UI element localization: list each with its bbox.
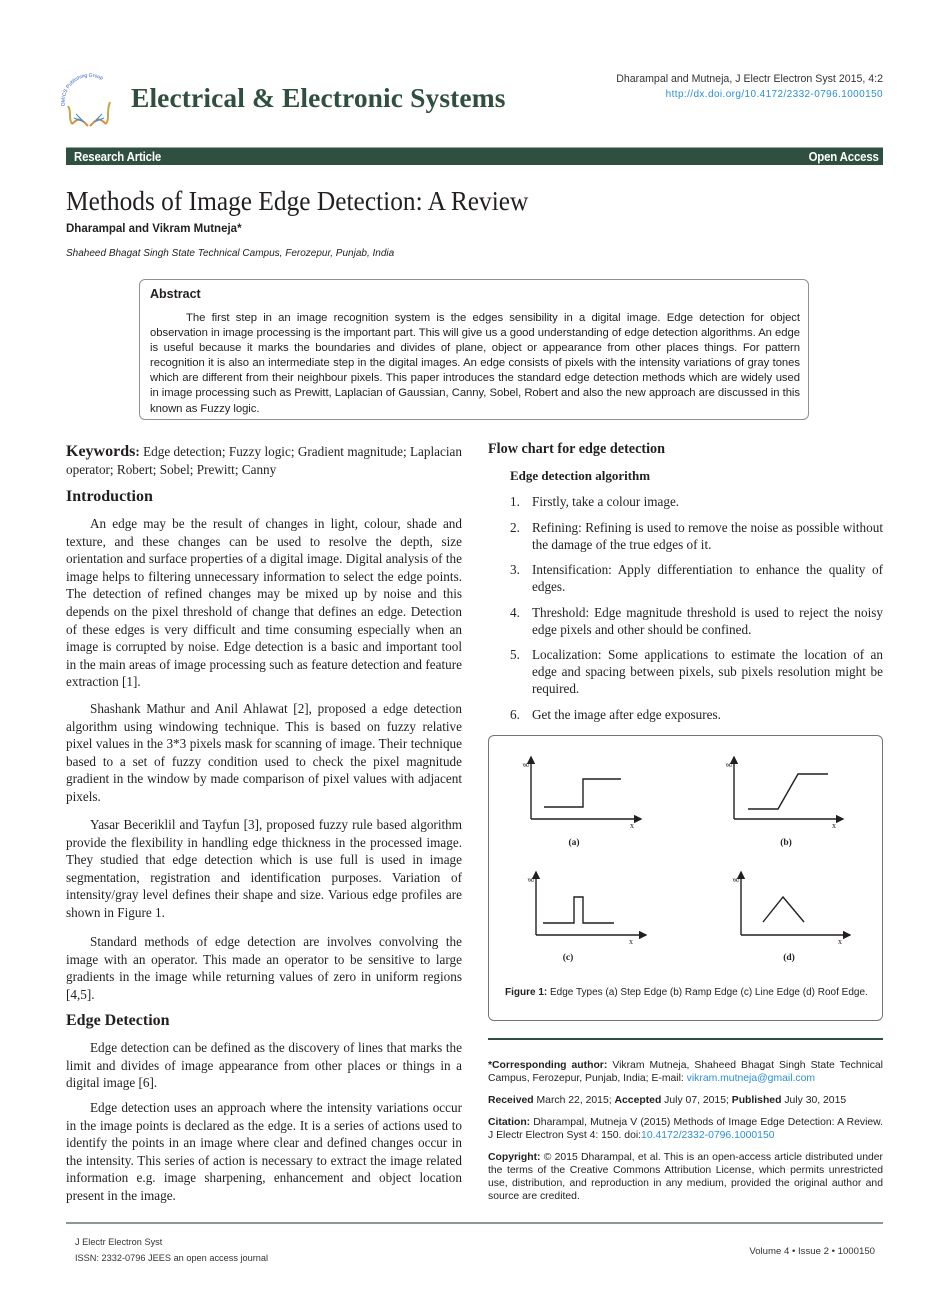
citation bbox=[488, 1116, 883, 1142]
accepted-label: Accepted bbox=[614, 1095, 662, 1106]
publisher-logo bbox=[58, 72, 120, 128]
subsection-heading-algorithm: Edge detection algorithm bbox=[510, 468, 651, 483]
authors: Dharampal and Vikram Mutneja* bbox=[66, 223, 242, 235]
keywords bbox=[66, 443, 462, 478]
section-heading-edge-detection: Edge Detection bbox=[66, 1012, 170, 1029]
article-dates bbox=[488, 1094, 883, 1107]
axis-label-g: g bbox=[730, 878, 739, 882]
abstract-body: The first step in an image recognition system is the edges sensibility in a digital image. Edge detection for object observation in image processing is the important part. This will give us a good understanding of edge detection algorithms. An edge is useful because it marks the boundaries and divides of plane, object or appearance from other places things. For pattern recognition it is also an intermediate step in the digital images. An edge consists of pixels with the intensity variations of gray tones which are different from their neighbour pixels. This paper introduces the standard edge detection methods which are widely used in image processing such as Prewitt, Laplacian of Gaussian, Canny, Sobel, Robert and also the new approach are discussed in this known as Fuzzy logic. bbox=[150, 312, 800, 415]
panel-label-c: (c) bbox=[562, 953, 574, 963]
corresponding-author-text: Vikram Mutneja, Shaheed Bhagat Singh State Technical Campus, Ferozepur, Punjab, India; E-mail: bbox=[488, 1060, 883, 1084]
step-text: Intensification: Apply differentiation to enhance the quality of edges. bbox=[532, 562, 883, 594]
corresponding-author-label: *Corresponding author: bbox=[488, 1060, 608, 1071]
section-heading-introduction: Introduction bbox=[66, 488, 153, 505]
step-text: Localization: Some applications to estimate the location of an edge and spacing between pixels, sub pixels resolution might be required. bbox=[532, 647, 883, 696]
axis-label-x: x bbox=[838, 937, 842, 946]
paragraph: Shashank Mathur and Anil Ahlawat [2], proposed a edge detection algorithm using windowing technique. This is based on fuzzy relative pixel values in the 3*3 pixels mask for scanning of image. Their technique based to a set of fuzzy condition used to check the pixel magnitude gradient in the window by made comparison of pixel values with adjacent pixels. bbox=[66, 701, 462, 804]
list-item bbox=[510, 519, 883, 553]
axis-label-x: x bbox=[832, 821, 836, 830]
paragraph: Standard methods of edge detection are involves convolving the image with an operator. This made an operator to be sensitive to large gradients in the image while returning values of zero in uniform regions [4,5]. bbox=[66, 934, 462, 1002]
step-number: 1. bbox=[510, 494, 520, 509]
list-item bbox=[510, 493, 883, 510]
keywords-text: Edge detection; Fuzzy logic; Gradient magnitude; Laplacian operator; Robert; Sobel; Prewitt; Canny bbox=[66, 444, 462, 477]
article-type-banner bbox=[66, 147, 883, 165]
axis-label-x: x bbox=[630, 821, 634, 830]
step-text: Threshold: Edge magnitude threshold is used to reject the noisy edge pixels and other should be confined. bbox=[532, 604, 883, 637]
footer-issn: ISSN: 2332-0796 JEES an open access journal bbox=[75, 1253, 269, 1263]
ramp-edge-plot bbox=[734, 757, 843, 819]
svg-text:OMICS Publishing Group bbox=[61, 73, 105, 107]
journal-title: Electrical & Electronic Systems bbox=[131, 82, 506, 113]
copyright-text: © 2015 Dharampal, et al. This is an open-access article distributed under the terms of the Creative Commons Attribution License, which permits unrestricted use, distribution, and reproduction in any medium, provided the original author and source are credited. bbox=[488, 1152, 883, 1202]
footer-divider bbox=[66, 1222, 883, 1224]
line-edge-plot bbox=[536, 872, 646, 935]
figure-caption-label: Figure 1: bbox=[505, 987, 548, 998]
panel-label-d: (d) bbox=[783, 953, 795, 963]
citation-doi-link[interactable]: 10.4172/2332-0796.1000150 bbox=[641, 1130, 775, 1141]
roof-edge-plot bbox=[741, 872, 850, 935]
list-item bbox=[510, 561, 883, 595]
step-number: 5. bbox=[510, 647, 520, 662]
copyright-label: Copyright: bbox=[488, 1152, 541, 1163]
figure-1 bbox=[488, 735, 883, 1021]
axis-label-g: g bbox=[723, 763, 732, 767]
logo-text: OMICS Publishing Group bbox=[60, 72, 104, 107]
paragraph: Yasar Beceriklil and Tayfun [3], proposed fuzzy rule based algorithm provide the flexibility in handling edge thickness in the processed image. They studied that edge detection which is use full is used in image segmentation, registration and identification purposes. Variation of intensity/gray level defines their shape and size. Various edge profiles are shown in Figure 1. bbox=[66, 817, 462, 920]
keywords-separator: : bbox=[135, 444, 144, 459]
figure-caption-text: Edge Types (a) Step Edge (b) Ramp Edge (c) Line Edge (d) Roof Edge. bbox=[547, 987, 868, 998]
paragraph: Edge detection can be defined as the discovery of lines that marks the limit and divides of image appearance from other places or things in a digital image [6]. bbox=[66, 1040, 462, 1091]
copyright bbox=[488, 1151, 883, 1203]
panel-label-b: (b) bbox=[780, 838, 792, 848]
article-title: Methods of Image Edge Detection: A Review bbox=[66, 186, 529, 216]
panel-label-a: (a) bbox=[568, 838, 580, 848]
axis-label-x: x bbox=[629, 937, 633, 946]
keywords-label: Keywords bbox=[66, 443, 136, 460]
author-email-link[interactable]: vikram.mutneja@gmail.com bbox=[686, 1073, 816, 1084]
list-item bbox=[510, 646, 883, 697]
paragraph: Edge detection uses an approach where the intensity variations occur in the image points is declared as the edge. It is a series of actions used to identify the points in an image where clear and defined changes occur in the intensity. This series of action is necessary to extract the image related information e.g. image sharpening, enhancement and object location present in the image. bbox=[66, 1100, 462, 1203]
article-type-label: Research Article bbox=[74, 149, 162, 164]
axis-label-g: g bbox=[525, 878, 534, 882]
open-access-label: Open Access bbox=[808, 149, 879, 164]
axis-label-g: g bbox=[520, 763, 529, 767]
abstract-box bbox=[139, 279, 809, 420]
footer-volume: Volume 4 • Issue 2 • 1000150 bbox=[749, 1246, 875, 1257]
corresponding-author bbox=[488, 1059, 883, 1085]
step-number: 6. bbox=[510, 706, 520, 722]
dna-logo-icon bbox=[58, 72, 120, 128]
step-edge-plot bbox=[531, 757, 641, 819]
step-number: 2. bbox=[510, 519, 520, 535]
published-date: July 30, 2015 bbox=[781, 1095, 847, 1106]
figure-caption bbox=[505, 987, 870, 1000]
divider bbox=[488, 1038, 883, 1040]
step-text: Get the image after edge exposures. bbox=[532, 706, 721, 722]
step-text: Firstly, take a colour image. bbox=[532, 494, 680, 509]
step-number: 3. bbox=[510, 562, 520, 577]
header-citation: Dharampal and Mutneja, J Electr Electron Syst 2015, 4:2 bbox=[616, 73, 883, 85]
list-item bbox=[510, 604, 883, 638]
footer-journal: J Electr Electron Syst bbox=[75, 1237, 163, 1247]
step-number: 4. bbox=[510, 604, 520, 620]
edge-types-diagram bbox=[489, 736, 884, 986]
received-date: March 22, 2015; bbox=[533, 1095, 615, 1106]
list-item bbox=[510, 706, 883, 723]
step-text: Refining: Refining is used to remove the noise as possible without the damage of the true edges of it. bbox=[532, 519, 883, 552]
received-label: Received bbox=[488, 1095, 534, 1106]
header-doi-link[interactable]: http://dx.doi.org/10.4172/2332-0796.1000150 bbox=[665, 89, 883, 100]
algorithm-steps-list bbox=[510, 493, 883, 731]
citation-text: Dharampal, Mutneja V (2015) Methods of Image Edge Detection: A Review. J Electr Electron Syst 4: 150. doi: bbox=[488, 1117, 883, 1141]
accepted-date: July 07, 2015; bbox=[661, 1095, 732, 1106]
section-heading-flow-chart: Flow chart for edge detection bbox=[488, 441, 666, 457]
abstract-heading: Abstract bbox=[150, 287, 201, 301]
affiliation: Shaheed Bhagat Singh State Technical Campus, Ferozepur, Punjab, India bbox=[66, 248, 395, 259]
citation-label: Citation: bbox=[488, 1117, 531, 1128]
paragraph: An edge may be the result of changes in light, colour, shade and texture, and these changes can be used to resolve the depth, size orientation and surface properties of a digital image. Digital analysis of the image helps to filtering unnecessary information to select the edge points. The detection of refined changes may be mixed up by noise and this depends on the pixel threshold of change that defines an edge. Detection of these edges is very difficult and time consuming especially when an image is corrupted by noise. Edge detection is a basic and important tool in the main areas of image processing such as feature detection and feature extraction [1]. bbox=[66, 516, 462, 690]
published-label: Published bbox=[731, 1095, 782, 1106]
